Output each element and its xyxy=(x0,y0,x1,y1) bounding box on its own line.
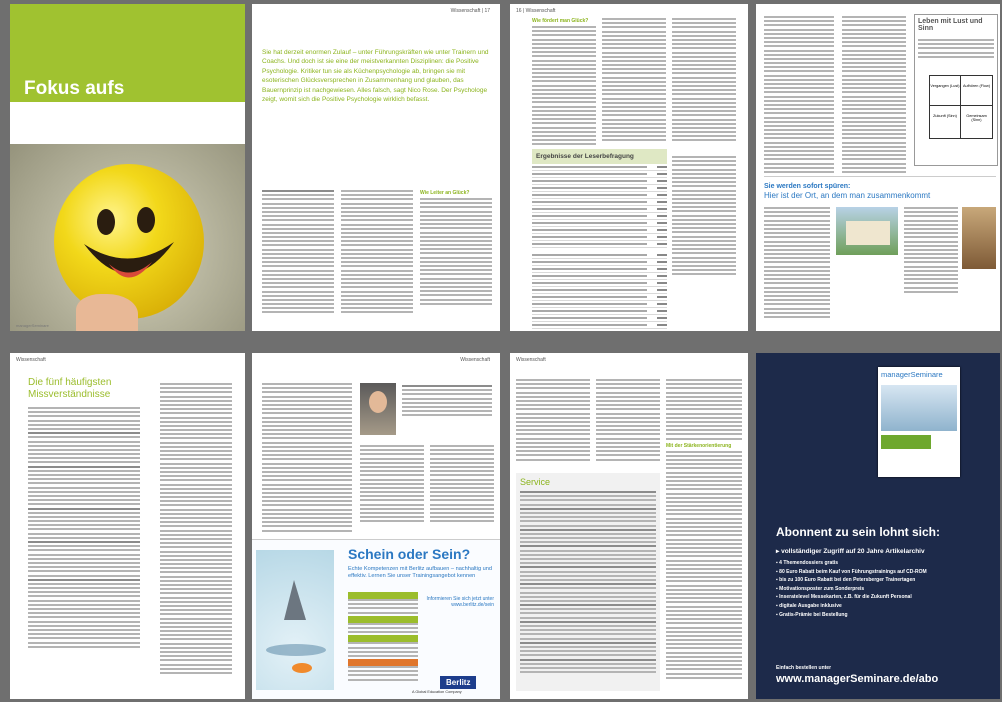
abo-benefit-text: Inseratelevel Messekarten, z.B. für die Zukunft Personal xyxy=(779,594,912,601)
author-bio xyxy=(402,385,492,419)
section-label-p5: Wissenschaft xyxy=(16,357,46,363)
service-col-3: Mit der Stärkenorientierung xyxy=(666,379,742,681)
page-cover xyxy=(10,4,245,331)
abo-benefit-item xyxy=(776,586,996,592)
author-col-1 xyxy=(262,383,352,534)
page-misconceptions xyxy=(10,353,245,699)
misconceptions-col-1 xyxy=(28,407,140,650)
author-col-3 xyxy=(430,445,494,525)
hotel-ad-col-1 xyxy=(764,207,830,320)
berlitz-ad[interactable] xyxy=(252,539,500,699)
cover-title-line1: Fokus aufs xyxy=(24,78,125,99)
section-label-p7: Wissenschaft xyxy=(516,357,546,363)
magazine-brand: managerSeminare xyxy=(881,370,943,379)
magazine-cover xyxy=(878,367,960,477)
abo-cta: Einfach bestellen unter xyxy=(776,665,832,671)
q3: Zukunft (Sinn) xyxy=(930,106,961,139)
bullet-icon: ▪ xyxy=(776,602,780,609)
page-number-left: 16 xyxy=(516,8,522,14)
survey-row xyxy=(532,227,667,234)
q2: Aufhören (Flow) xyxy=(961,76,992,106)
survey-heading: Ergebnisse der Leserbefragung xyxy=(532,149,667,164)
page-abo-ad[interactable] xyxy=(756,353,1000,699)
bullet-icon: ▪ xyxy=(776,568,780,575)
hotel-ad-col-2 xyxy=(904,207,958,295)
berlitz-info[interactable]: Informieren Sie sich jetzt unter www.berlitz.de/sein xyxy=(426,596,494,608)
survey-row xyxy=(532,192,667,199)
q1: Vergangen (Lust) xyxy=(930,76,961,106)
magazine-cover-image xyxy=(881,385,957,431)
bullet-icon: ▪ xyxy=(776,560,780,566)
service-title: Service xyxy=(520,477,551,487)
box-page-col-2 xyxy=(842,16,906,175)
page-header: Wissenschaft | 17 xyxy=(450,8,490,14)
survey-row xyxy=(532,273,667,280)
hotel-photo xyxy=(836,207,898,255)
page-author-berlitz xyxy=(252,353,500,699)
survey-row xyxy=(532,308,667,315)
abo-benefits-list xyxy=(776,547,996,620)
info-box-title: Leben mit Lust und Sinn xyxy=(918,18,983,32)
service-col-1b xyxy=(596,379,660,463)
abo-benefit-text: Gratis-Prämie bei Bestellung xyxy=(779,611,848,618)
service-col-1a xyxy=(516,379,590,463)
abo-benefit-item xyxy=(776,569,996,575)
abo-benefit-item xyxy=(776,577,996,583)
shark-fin-image xyxy=(256,550,334,690)
page-box-hotel xyxy=(756,4,1000,331)
hotel-ad-line: Hier ist der Ort, an dem man zusammenkommt xyxy=(764,191,931,200)
berlitz-sub: Echte Kompetenzen mit Berlitz aufbauen – nachhaltig und effektiv. Lernen Sie unser Trainingsangebot kennen xyxy=(348,566,492,579)
author-face-icon xyxy=(369,391,387,413)
hand-image xyxy=(76,294,138,331)
service-box xyxy=(516,473,660,691)
survey-col-3 xyxy=(672,18,736,144)
article-column-2 xyxy=(341,190,413,316)
cover-title-line2: Funktionierende xyxy=(24,101,172,122)
survey-row xyxy=(532,266,667,273)
abo-headline: Abonnent zu sein lohnt sich: xyxy=(776,525,940,539)
section-label: Wissenschaft xyxy=(450,8,481,14)
section-label-p6: Wissenschaft xyxy=(460,357,490,363)
survey-table xyxy=(532,149,667,329)
page-survey xyxy=(510,4,748,331)
cover-title xyxy=(24,77,172,123)
page-footer: managerSeminare xyxy=(16,323,49,328)
hotel-ad xyxy=(764,176,996,331)
survey-col-3b xyxy=(672,156,736,277)
lead-paragraph: Sie hat derzeit enormen Zulauf – unter Führungskräften wie unter Trainern und Coachs. Und doch ist sie eine der meistverkannten Disziplinen: die Positive Psychologie. Kritiker tun sie als Küchenpsychologie ab, bringen sie mit esoterischen Glücksversprechen in Zusammenhang und glauben, das Bauernprinzip ist nachgewiesen. Alles falsch, sagt Nico Rose. Der Psychologe zeigt, womit sich die Positive Psychologie wirklich befasst. xyxy=(262,49,489,104)
misconceptions-col-2 xyxy=(160,383,232,676)
abo-benefit-item xyxy=(776,594,996,600)
abo-benefit-item xyxy=(776,547,996,555)
article-column-3: Wie Leiter an Glück? xyxy=(420,190,492,307)
survey-row xyxy=(532,171,667,178)
survey-row xyxy=(532,234,667,241)
abo-benefit-text: vollständiger Zugriff auf 20 Jahre Artikelarchiv xyxy=(781,548,925,555)
survey-row xyxy=(532,213,667,220)
survey-row xyxy=(532,241,667,248)
page-header-p5 xyxy=(16,357,46,363)
survey-row xyxy=(532,252,667,259)
info-box xyxy=(914,14,998,166)
survey-row xyxy=(532,164,667,171)
bullet-icon: ▸ xyxy=(776,548,782,555)
box-page-col-1 xyxy=(764,16,834,175)
bullet-icon: ▪ xyxy=(776,577,780,584)
abo-benefit-text: digitale Ausgabe inklusive xyxy=(779,602,842,609)
abo-benefit-text: 80 Euro Rabatt beim Kauf von Führungstrainings auf CD-ROM xyxy=(779,568,927,575)
article-column-1 xyxy=(262,190,334,316)
page-header-p7 xyxy=(516,357,546,363)
survey-row xyxy=(532,287,667,294)
survey-row xyxy=(532,206,667,213)
abo-benefit-text: Motivationsposter zum Sonderpreis xyxy=(779,585,865,592)
survey-rows-a xyxy=(532,164,667,248)
misconceptions-heading: Die fünf häufigsten Missverständnisse xyxy=(28,377,112,400)
survey-row xyxy=(532,185,667,192)
survey-row xyxy=(532,178,667,185)
magazine-green-box xyxy=(881,435,931,449)
survey-col-1: Wie fördert man Glück? xyxy=(532,18,596,147)
author-col-2 xyxy=(360,445,424,525)
hotel-building-icon xyxy=(846,221,890,245)
bullet-icon: ▪ xyxy=(776,611,780,618)
abo-benefit-item xyxy=(776,560,996,566)
q4: Gemeinsam (Sinn) xyxy=(966,113,987,122)
smiley-balloon-photo xyxy=(10,144,245,331)
quadrant-diagram xyxy=(929,75,993,139)
page-article-intro xyxy=(252,4,500,331)
survey-row xyxy=(532,280,667,287)
page-header-p6 xyxy=(460,357,490,363)
page-number: 17 xyxy=(484,8,490,14)
berlitz-tagline: A Global Education Company xyxy=(412,690,462,694)
abo-benefit-text: bis zu 100 Euro Rabatt bei den Petersberger Trainertagen xyxy=(779,577,916,584)
abo-benefit-item xyxy=(776,612,996,618)
survey-row xyxy=(532,259,667,266)
abo-benefit-text: 4 Themendossiers gratis xyxy=(779,560,839,566)
survey-row xyxy=(532,294,667,301)
survey-row xyxy=(532,315,667,322)
page-service xyxy=(510,353,748,699)
section-label-left: Wissenschaft xyxy=(525,8,556,14)
cover-kicker: POSITIVE PSYCHOLOGIE xyxy=(24,132,98,138)
survey-row xyxy=(532,301,667,308)
survey-rows-b xyxy=(532,252,667,329)
survey-col-2 xyxy=(602,18,666,144)
survey-row xyxy=(532,322,667,329)
survey-row xyxy=(532,220,667,227)
berlitz-title: Schein oder Sein? xyxy=(348,546,471,562)
author-photo xyxy=(360,383,396,435)
hotel-interior-photo xyxy=(962,207,996,269)
survey-row xyxy=(532,199,667,206)
hotel-ad-tag: Sie werden sofort spüren: xyxy=(764,183,851,190)
abo-url[interactable]: www.managerSeminare.de/abo xyxy=(776,673,939,685)
abo-benefit-item xyxy=(776,603,996,609)
bullet-icon: ▪ xyxy=(776,585,780,592)
bullet-icon: ▪ xyxy=(776,594,780,601)
balloon-icon xyxy=(54,164,204,319)
berlitz-list xyxy=(348,592,418,683)
page-header-left: 16 | Wissenschaft xyxy=(516,8,556,14)
berlitz-logo: Berlitz xyxy=(440,676,476,689)
